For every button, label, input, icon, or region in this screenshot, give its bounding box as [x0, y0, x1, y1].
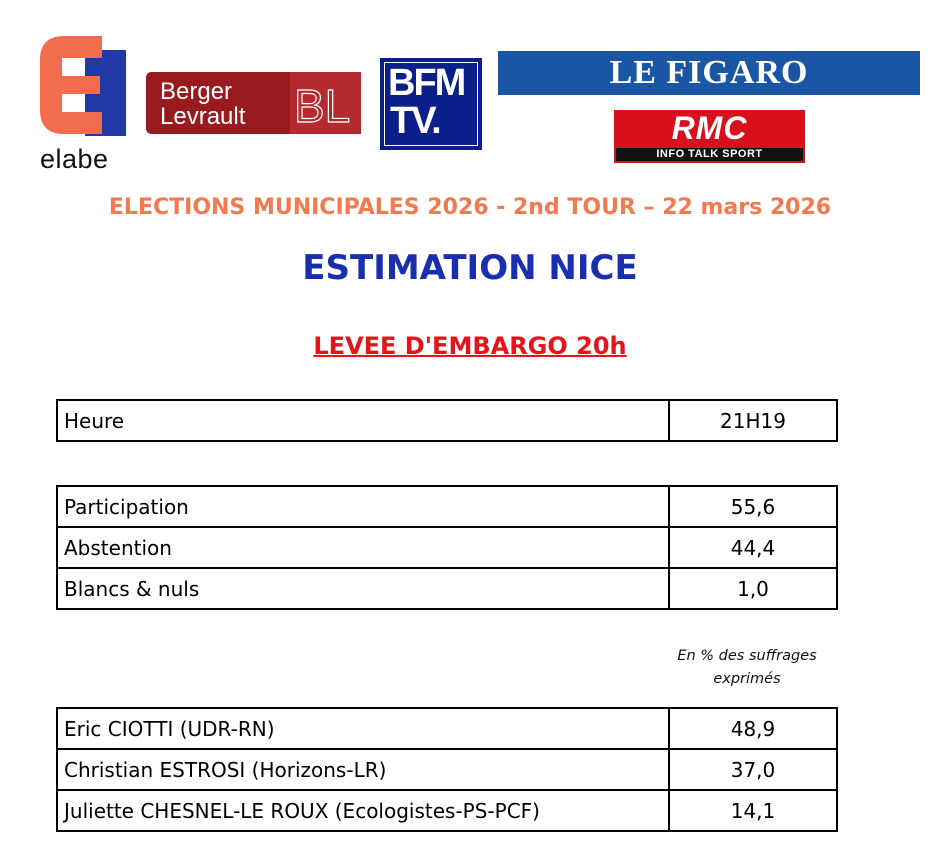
berger-mark: BL	[294, 80, 351, 132]
abstention-label: Abstention	[57, 527, 669, 568]
blank-null-value: 1,0	[669, 568, 837, 609]
table-row	[57, 486, 837, 527]
le-figaro-logo	[498, 51, 920, 95]
candidate-label: Eric CIOTTI (UDR-RN)	[57, 708, 669, 749]
berger-levrault-logo	[146, 72, 361, 134]
participation-label: Participation	[57, 486, 669, 527]
unit-note-line1: En % des suffrages	[677, 648, 817, 664]
time-label: Heure	[57, 400, 669, 441]
elabe-wordmark: elabe	[40, 144, 109, 174]
unit-note	[664, 645, 830, 691]
results-table	[56, 707, 838, 832]
table-row	[57, 400, 837, 441]
table-row	[57, 708, 837, 749]
candidate-score: 48,9	[669, 708, 837, 749]
unit-note-line2: exprimés	[713, 671, 781, 687]
embargo-notice: LEVEE D'EMBARGO 20h	[313, 332, 627, 360]
candidate-score: 37,0	[669, 749, 837, 790]
election-title: ELECTIONS MUNICIPALES 2026 - 2nd TOUR – 22 mars 2026	[108, 195, 832, 220]
berger-line2: Levrault	[160, 103, 246, 130]
rmc-tagline: INFO TALK SPORT	[616, 148, 803, 161]
table-row	[57, 568, 837, 609]
time-table	[56, 399, 838, 442]
time-value: 21H19	[669, 400, 837, 441]
rmc-logo	[614, 110, 805, 163]
table-row	[57, 749, 837, 790]
bfmtv-logo	[380, 58, 482, 150]
elabe-logo	[40, 36, 130, 174]
rmc-wordmark: RMC	[671, 110, 748, 146]
elabe-mark-icon	[40, 36, 130, 136]
participation-table	[56, 485, 838, 610]
candidate-label: Juliette CHESNEL-LE ROUX (Ecologistes-PS-PCF)	[57, 790, 669, 831]
participation-value: 55,6	[669, 486, 837, 527]
table-row	[57, 790, 837, 831]
blank-null-label: Blancs & nuls	[57, 568, 669, 609]
candidate-label: Christian ESTROSI (Horizons-LR)	[57, 749, 669, 790]
table-row	[57, 527, 837, 568]
candidate-score: 14,1	[669, 790, 837, 831]
bfmtv-line2: TV.	[390, 100, 440, 142]
le-figaro-wordmark: LE FIGARO	[609, 54, 809, 91]
berger-line1: Berger	[160, 78, 233, 105]
bfmtv-line1: BFM	[388, 62, 465, 104]
estimation-title: ESTIMATION NICE	[302, 248, 638, 288]
abstention-value: 44,4	[669, 527, 837, 568]
